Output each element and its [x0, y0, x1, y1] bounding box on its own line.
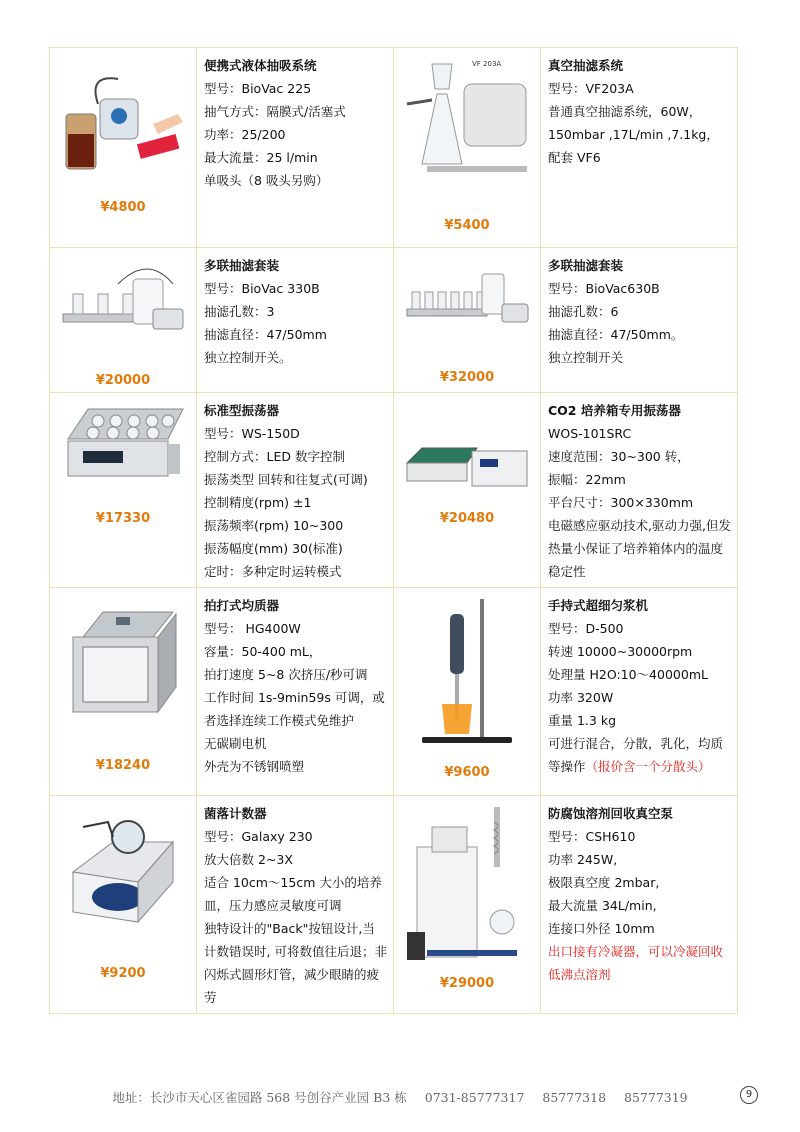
- product-description: [197, 393, 394, 588]
- product-price: ¥18240: [95, 758, 151, 773]
- spec-line: 外壳为不锈钢喷塑: [204, 759, 305, 774]
- spec-line: 抽气方式：隔膜式/活塞式: [204, 104, 346, 119]
- spec-line: 型号：VF203A: [548, 81, 634, 96]
- footer-phone: 85777319: [624, 1090, 688, 1105]
- footer-phone: 85777318: [542, 1090, 607, 1105]
- spec-line: 抽滤直径：47/50mm: [204, 327, 327, 342]
- spec-line: 功率 320W: [548, 690, 614, 705]
- product-image-cell: [394, 588, 541, 796]
- manifold-filtration-3-image: [58, 254, 188, 354]
- product-description: [541, 588, 738, 796]
- spec-line: 型号：BioVac 225: [204, 81, 312, 96]
- spec-line: 型号： HG400W: [204, 621, 301, 636]
- spec-line: 独特设计的"Back"按钮设计,当计数错误时, 可将数值往后退；非闪烁式圆形灯管，减少眼睛的疲劳: [204, 921, 387, 1005]
- spec-line: 抽滤孔数：3: [204, 304, 275, 319]
- spec-line: 无碳刷电机: [204, 736, 267, 751]
- spec-line: 振荡类型 回转和往复式(可调): [204, 472, 368, 487]
- spec-text: 可进行混合，分散，乳化，均质等操作: [548, 736, 724, 774]
- spec-line: 最大流量 34L/min,: [548, 898, 657, 913]
- product-price: ¥4800: [100, 200, 146, 215]
- spec-line: 拍打速度 5~8 次挤压/秒可调: [204, 667, 368, 682]
- spec-line: 容量：50-400 mL，: [204, 644, 322, 659]
- price-note: （报价含一个分散头）: [585, 759, 711, 774]
- spec-line: 独立控制开关。: [204, 350, 292, 365]
- catalog-row: [50, 248, 738, 393]
- product-image-cell: [50, 48, 197, 248]
- product-title: 防腐蚀溶剂回收真空泵: [548, 806, 674, 821]
- solvent-recovery-pump-image: [402, 802, 532, 967]
- page-number: 9: [740, 1086, 758, 1104]
- product-price: ¥17330: [95, 511, 151, 526]
- product-title: 菌落计数器: [204, 806, 267, 821]
- spec-line: 连接口外径 10mm: [548, 921, 655, 936]
- product-price: ¥32000: [439, 370, 495, 385]
- spec-line: 平台尺寸：300×330mm: [548, 495, 694, 510]
- spec-line: 极限真空度 2mbar,: [548, 875, 660, 890]
- spec-line: 普通真空抽滤系统，60W，150mbar ,17L/min ,7.1kg，配套 VF6: [548, 104, 719, 165]
- spec-line: 型号：BioVac 330B: [204, 281, 320, 296]
- spec-line: 重量 1.3 kg: [548, 713, 616, 728]
- spec-line: 最大流量：25 l/min: [204, 150, 318, 165]
- product-price: ¥5400: [444, 218, 490, 233]
- paddle-homogenizer-image: [58, 602, 188, 722]
- spec-line: 功率：25/200: [204, 127, 286, 142]
- spec-line: 型号：WS-150D: [204, 426, 300, 441]
- product-image-cell: [394, 393, 541, 588]
- product-title: 标准型振荡器: [204, 403, 280, 418]
- catalog-row: [50, 796, 738, 1014]
- product-description: [197, 588, 394, 796]
- handheld-homogenizer-image: [402, 594, 532, 749]
- product-title: 多联抽滤套装: [548, 258, 624, 273]
- product-price: ¥9600: [444, 765, 490, 780]
- spec-line: 转速 10000~30000rpm: [548, 644, 693, 659]
- spec-line: 独立控制开关: [548, 350, 624, 365]
- product-catalog-table: [49, 47, 738, 1014]
- portable-liquid-aspirator-image: [58, 54, 188, 184]
- product-image-cell: [50, 588, 197, 796]
- spec-line: WOS-101SRC: [548, 426, 632, 441]
- spec-line: 工作时间 1s-9min59s 可调，或者选择连续工作模式免维护: [204, 690, 385, 728]
- spec-line: 单吸头（8 吸头另购）: [204, 173, 329, 188]
- spec-line: 速度范围：30~300 转，: [548, 449, 690, 464]
- colony-counter-image: [58, 802, 188, 952]
- catalog-row: [50, 393, 738, 588]
- spec-line: 型号：BioVac630B: [548, 281, 660, 296]
- spec-note: 出口接有冷凝器，可以冷凝回收低沸点溶剂: [548, 944, 724, 982]
- product-image-cell: [50, 796, 197, 1014]
- spec-line: 控制精度(rpm) ±1: [204, 495, 312, 510]
- product-description: [541, 393, 738, 588]
- image-label: VF 203A: [472, 60, 502, 68]
- spec-line: [548, 732, 731, 778]
- product-description: [197, 248, 394, 393]
- spec-line: 抽滤直径：47/50mm。: [548, 327, 684, 342]
- catalog-row: [50, 48, 738, 248]
- product-description: [197, 48, 394, 248]
- spec-line: 电磁感应驱动技术,驱动力强,但发热量小保证了培养箱体内的温度稳定性: [548, 518, 731, 579]
- standard-shaker-image: [58, 399, 188, 489]
- vacuum-filtration-image: [402, 54, 532, 184]
- product-image-cell: [50, 393, 197, 588]
- product-image-cell: [394, 48, 541, 248]
- spec-line: 振荡幅度(mm) 30(标准): [204, 541, 343, 556]
- footer-address: 地址：长沙市天心区雀园路 568 号创谷产业园 B3 栋: [112, 1090, 407, 1105]
- product-title: 多联抽滤套装: [204, 258, 280, 273]
- product-description: [541, 796, 738, 1014]
- spec-line: 适合 10cm～15cm 大小的培养皿，压力感应灵敏度可调: [204, 875, 382, 913]
- product-title: 真空抽滤系统: [548, 58, 624, 73]
- spec-line: 抽滤孔数：6: [548, 304, 619, 319]
- spec-line: 控制方式：LED 数字控制: [204, 449, 345, 464]
- product-title: CO2 培养箱专用振荡器: [548, 403, 681, 418]
- spec-line: 型号：CSH610: [548, 829, 636, 844]
- product-price: ¥9200: [100, 966, 146, 981]
- spec-line: 振荡频率(rpm) 10~300: [204, 518, 344, 533]
- catalog-row: [50, 588, 738, 796]
- spec-line: 定时：多种定时运转模式: [204, 564, 342, 579]
- product-image-cell: [394, 248, 541, 393]
- spec-line: 功率 245W,: [548, 852, 618, 867]
- product-description: [197, 796, 394, 1014]
- spec-line: 处理量 H2O:10～40000mL: [548, 667, 708, 682]
- page-footer: [0, 1088, 800, 1106]
- product-description: [541, 248, 738, 393]
- product-price: ¥20480: [439, 511, 495, 526]
- spec-line: 振幅：22mm: [548, 472, 626, 487]
- manifold-filtration-6-image: [402, 254, 532, 354]
- product-price: ¥29000: [439, 976, 495, 991]
- product-price: ¥20000: [95, 373, 151, 388]
- co2-incubator-shaker-image: [402, 433, 532, 503]
- product-title: 手持式超细匀浆机: [548, 598, 649, 613]
- spec-line: 型号：D-500: [548, 621, 624, 636]
- product-title: 拍打式均质器: [204, 598, 280, 613]
- product-title: 便携式液体抽吸系统: [204, 58, 317, 73]
- product-description: [541, 48, 738, 248]
- product-image-cell: [394, 796, 541, 1014]
- product-image-cell: [50, 248, 197, 393]
- spec-line: 放大倍数 2~3X: [204, 852, 293, 867]
- footer-phone: 0731-85777317: [424, 1090, 525, 1105]
- spec-line: 型号：Galaxy 230: [204, 829, 313, 844]
